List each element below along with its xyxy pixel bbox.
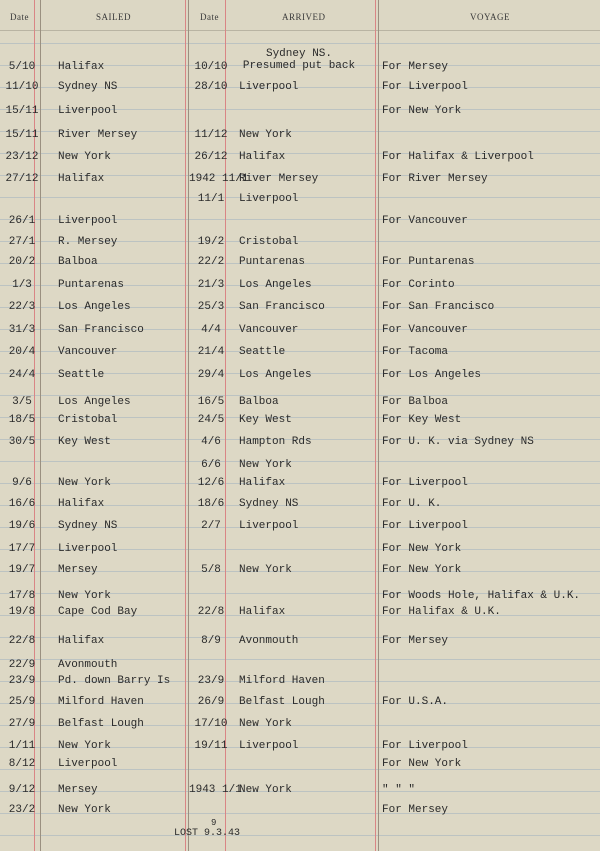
sailed-date: 23/2 (8, 804, 36, 816)
table-row (0, 517, 600, 535)
sailed-port: Los Angeles (58, 301, 131, 313)
table-row (0, 474, 600, 492)
table-row (0, 212, 600, 230)
sailed-port: New York (58, 740, 111, 752)
lost-note-text: LOST 9.3.43 (174, 828, 241, 839)
header-voyage: VOYAGE (470, 12, 510, 22)
sailed-port: New York (58, 477, 111, 489)
sailed-date: 1/3 (12, 279, 32, 291)
sailed-port: Balboa (58, 256, 98, 268)
arrived-date: 1942 11/1 (189, 173, 249, 185)
arrived-port: New York (239, 564, 292, 576)
sailed-date: 11/10 (5, 81, 39, 93)
arrived-date: 29/4 (197, 369, 225, 381)
sailed-date: 18/5 (8, 414, 36, 426)
sailed-date: 19/8 (8, 606, 36, 618)
table-row (0, 276, 600, 294)
sailed-port: New York (58, 804, 111, 816)
table-row (0, 755, 600, 773)
table-row (0, 672, 600, 690)
sailed-port: Halifax (58, 61, 105, 73)
arrived-date: 26/12 (194, 151, 228, 163)
header-date-arrived: Date (200, 12, 219, 22)
voyage-text: For Vancouver (382, 215, 468, 227)
sailed-date: 17/7 (8, 543, 36, 555)
table-row (0, 48, 600, 76)
table-row (0, 298, 600, 316)
arrived-date: 12/6 (197, 477, 225, 489)
voyage-text: For New York (382, 105, 462, 117)
sailed-port: Liverpool (58, 543, 118, 555)
sailed-date: 27/1 (8, 236, 36, 248)
voyage-text: For U.S.A. (382, 696, 449, 708)
sailed-date: 1/11 (8, 740, 36, 752)
table-row (0, 366, 600, 384)
voyage-text: For Woods Hole, Halifax & U.K. (382, 590, 581, 602)
arrived-date: 4/4 (201, 324, 221, 336)
table-row (0, 253, 600, 271)
arrived-date: 6/6 (201, 459, 221, 471)
voyage-text: For Mersey (382, 804, 449, 816)
arrived-port: Halifax (239, 477, 286, 489)
sailed-date: 16/6 (8, 498, 36, 510)
arrived-port: Liverpool (239, 520, 299, 532)
arrived-date: 11/12 (194, 129, 228, 141)
arrived-date: 28/10 (194, 81, 228, 93)
arrived-port: Avonmouth (239, 635, 299, 647)
arrived-port: Liverpool (239, 81, 299, 93)
table-row (0, 561, 600, 579)
arrived-date: 21/3 (197, 279, 225, 291)
voyage-text: For Liverpool (382, 477, 468, 489)
sailed-date: 26/1 (8, 215, 36, 227)
header-sailed: SAILED (96, 12, 131, 22)
sailed-port: Cristobal (58, 414, 118, 426)
arrived-date: 1943 1/1 (189, 784, 242, 796)
table-row (0, 126, 600, 144)
table-row (0, 801, 600, 819)
sailed-port: Pd. down Barry Is (58, 675, 171, 687)
header-date-sailed: Date (10, 12, 29, 22)
table-row (0, 321, 600, 339)
table-row (0, 456, 600, 474)
arrived-port: Sydney NS. Presumed put back (242, 48, 356, 72)
arrived-port: Cristobal (239, 236, 299, 248)
table-row (0, 393, 600, 411)
table-row (0, 148, 600, 166)
sailed-port: Liverpool (58, 758, 118, 770)
arrived-port: Vancouver (239, 324, 299, 336)
voyage-text: For Liverpool (382, 740, 468, 752)
sailed-port: Vancouver (58, 346, 118, 358)
voyage-text: For Corinto (382, 279, 455, 291)
sailed-port: Halifax (58, 173, 105, 185)
arrived-date: 10/10 (194, 61, 228, 73)
table-row (0, 170, 600, 188)
sailed-date: 8/12 (8, 758, 36, 770)
sailed-port: Sydney NS (58, 81, 118, 93)
table-row (0, 540, 600, 558)
arrived-port: Liverpool (239, 193, 299, 205)
lost-note-number: 9 (211, 818, 217, 828)
arrived-port: Hampton Rds (239, 436, 312, 448)
sailed-date: 9/12 (8, 784, 36, 796)
voyage-text: For New York (382, 758, 462, 770)
arrived-date: 19/11 (194, 740, 228, 752)
table-row (0, 715, 600, 733)
arrived-port: Liverpool (239, 740, 299, 752)
sailed-port: River Mersey (58, 129, 138, 141)
arrived-port: New York (239, 784, 292, 796)
sailed-date: 22/9 (8, 659, 36, 671)
lost-note (174, 818, 241, 839)
sailed-port: New York (58, 590, 111, 602)
sailed-port: Avonmouth (58, 659, 118, 671)
arrived-port: River Mersey (239, 173, 319, 185)
arrived-port: Belfast Lough (239, 696, 325, 708)
table-row (0, 433, 600, 451)
sailed-date: 25/9 (8, 696, 36, 708)
sailed-date: 5/10 (8, 61, 36, 73)
arrived-date: 4/6 (201, 436, 221, 448)
voyage-text: For U. K. via Sydney NS (382, 436, 534, 448)
voyage-text: For U. K. (382, 498, 442, 510)
sailed-port: Mersey (58, 784, 98, 796)
arrived-port: Key West (239, 414, 292, 426)
voyage-text: For New York (382, 564, 462, 576)
voyage-text: For Puntarenas (382, 256, 475, 268)
voyage-text: For Key West (382, 414, 462, 426)
arrived-date: 19/2 (197, 236, 225, 248)
arrived-port: Los Angeles (239, 369, 312, 381)
table-row (0, 343, 600, 361)
arrived-port: Balboa (239, 396, 279, 408)
sailed-port: Key West (58, 436, 111, 448)
voyage-text: For Mersey (382, 635, 449, 647)
sailed-port: Milford Haven (58, 696, 144, 708)
sailed-port: Sydney NS (58, 520, 118, 532)
sailed-date: 15/11 (5, 105, 39, 117)
sailed-port: Belfast Lough (58, 718, 144, 730)
sailed-port: Halifax (58, 498, 105, 510)
voyage-text: For Halifax & U.K. (382, 606, 501, 618)
arrived-date: 17/10 (194, 718, 228, 730)
sailed-date: 23/9 (8, 675, 36, 687)
voyage-text: For San Francisco (382, 301, 495, 313)
voyage-text: For Halifax & Liverpool (382, 151, 534, 163)
header-arrived: ARRIVED (282, 12, 326, 22)
voyage-text: For New York (382, 543, 462, 555)
arrived-date: 11/1 (197, 193, 225, 205)
sailed-date: 24/4 (8, 369, 36, 381)
sailed-date: 22/8 (8, 635, 36, 647)
table-row (0, 693, 600, 711)
arrived-date: 16/5 (197, 396, 225, 408)
arrived-port: Milford Haven (239, 675, 325, 687)
sailed-port: New York (58, 151, 111, 163)
table-row (0, 781, 600, 799)
sailed-date: 20/4 (8, 346, 36, 358)
voyage-text: For Los Angeles (382, 369, 482, 381)
sailed-date: 23/12 (5, 151, 39, 163)
table-row (0, 411, 600, 429)
voyage-text: For Vancouver (382, 324, 468, 336)
voyage-text: For Mersey (382, 61, 449, 73)
sailed-port: Liverpool (58, 215, 118, 227)
arrived-port: Puntarenas (239, 256, 306, 268)
voyage-text: For Liverpool (382, 520, 468, 532)
arrived-date: 26/9 (197, 696, 225, 708)
sailed-date: 9/6 (12, 477, 32, 489)
sailed-date: 30/5 (8, 436, 36, 448)
sailed-date: 15/11 (5, 129, 39, 141)
table-row (0, 233, 600, 251)
arrived-port: Los Angeles (239, 279, 312, 291)
arrived-date: 22/2 (197, 256, 225, 268)
arrived-date: 18/6 (197, 498, 225, 510)
arrived-port: Sydney NS (239, 498, 299, 510)
table-row (0, 78, 600, 96)
table-row (0, 495, 600, 513)
table-row (0, 603, 600, 621)
sailed-date: 17/8 (8, 590, 36, 602)
arrived-port: Seattle (239, 346, 286, 358)
sailed-date: 3/5 (12, 396, 32, 408)
arrived-date: 5/8 (201, 564, 221, 576)
arrived-port: New York (239, 459, 292, 471)
arrived-date: 23/9 (197, 675, 225, 687)
arrived-date: 8/9 (201, 635, 221, 647)
voyage-text: For River Mersey (382, 173, 488, 185)
sailed-port: Liverpool (58, 105, 118, 117)
table-row (0, 632, 600, 650)
sailed-port: San Francisco (58, 324, 144, 336)
voyage-text: For Liverpool (382, 81, 468, 93)
sailed-port: Mersey (58, 564, 98, 576)
sailed-date: 22/3 (8, 301, 36, 313)
sailed-date: 20/2 (8, 256, 36, 268)
arrived-date: 24/5 (197, 414, 225, 426)
sailed-port: Los Angeles (58, 396, 131, 408)
sailed-port: Cape Cod Bay (58, 606, 138, 618)
arrived-port: New York (239, 718, 292, 730)
sailed-date: 27/12 (5, 173, 39, 185)
table-row (0, 190, 600, 208)
table-row (0, 102, 600, 120)
table-row (0, 737, 600, 755)
table-header (0, 0, 600, 31)
sailed-port: R. Mersey (58, 236, 118, 248)
sailed-port: Puntarenas (58, 279, 125, 291)
arrived-date: 2/7 (201, 520, 221, 532)
sailed-date: 27/9 (8, 718, 36, 730)
arrived-port: Halifax (239, 151, 286, 163)
voyage-text: " " " (382, 784, 416, 796)
voyage-text: For Balboa (382, 396, 449, 408)
sailed-date: 19/6 (8, 520, 36, 532)
arrived-date: 22/8 (197, 606, 225, 618)
arrived-date: 25/3 (197, 301, 225, 313)
voyage-text: For Tacoma (382, 346, 449, 358)
sailed-port: Halifax (58, 635, 105, 647)
arrived-port: San Francisco (239, 301, 325, 313)
sailed-date: 31/3 (8, 324, 36, 336)
arrived-port: New York (239, 129, 292, 141)
sailed-date: 19/7 (8, 564, 36, 576)
arrived-date: 21/4 (197, 346, 225, 358)
sailed-port: Seattle (58, 369, 105, 381)
arrived-port: Halifax (239, 606, 286, 618)
